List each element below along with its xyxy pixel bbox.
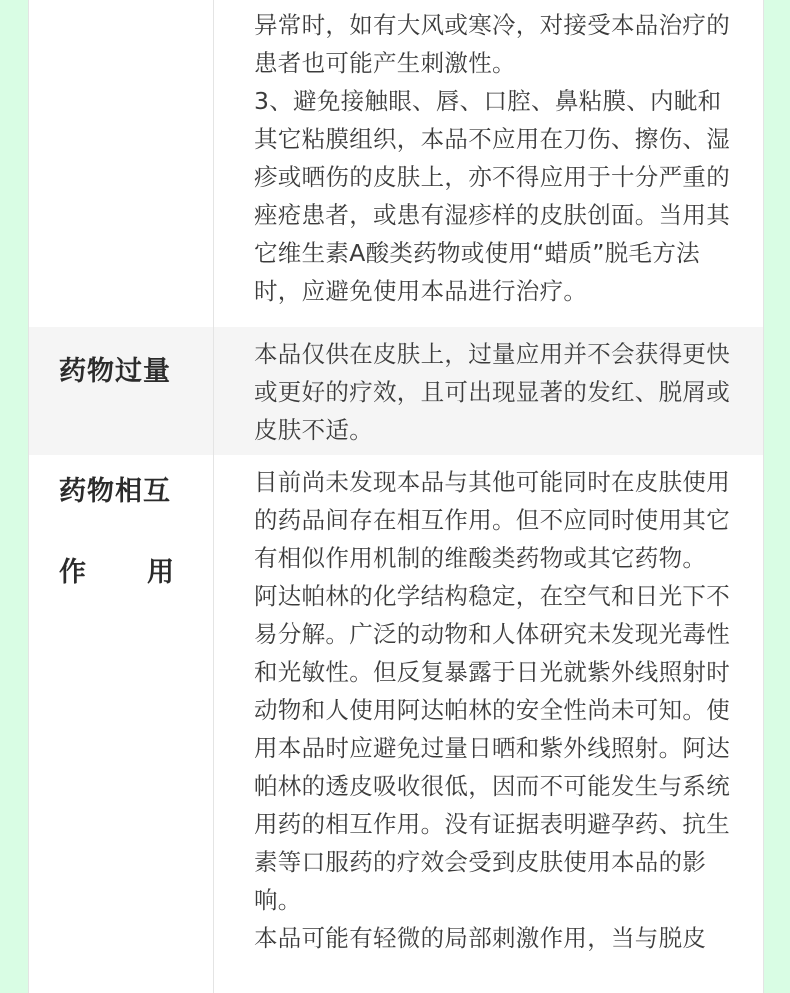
table-row-drug-interactions <box>29 455 763 993</box>
interactions-paragraph-2: 阿达帕林的化学结构稳定，在空气和日光下不易分解。广泛的动物和人体研究未发现光毒性和光敏性。但反复暴露于日光就紫外线照射时动物和人使用阿达帕林的安全性尚未可知。使用本品时应避免过量日晒和紫外线照射。阿达帕林的透皮吸收很低，因而不可能发生与系统用药的相互作用。没有证据表明避孕药、抗生素等口服药的疗效会受到皮肤使用本品的影响。 <box>254 582 730 914</box>
table-row-overdose <box>29 327 763 455</box>
precaution-paragraph-1: 异常时，如有大风或寒冷，对接受本品治疗的患者也可能产生刺激性。 <box>254 11 730 77</box>
interactions-label-char-1: 作 <box>59 557 87 588</box>
row-label-cell <box>29 0 214 327</box>
interactions-label-line1: 药物相互 <box>59 476 171 507</box>
interactions-paragraph-3: 本品可能有轻微的局部刺激作用，当与脱皮 <box>254 924 707 952</box>
row-label-cell <box>29 455 214 993</box>
interactions-label-line2 <box>59 550 175 589</box>
table-row-precautions-continued <box>29 0 763 327</box>
row-label-cell <box>29 327 214 455</box>
overdose-paragraph: 本品仅供在皮肤上，过量应用并不会获得更快或更好的疗效，且可出现显著的发红、脱屑或皮肤不适。 <box>254 340 730 444</box>
instruction-table <box>28 0 764 993</box>
precaution-paragraph-2: 3、避免接触眼、唇、口腔、鼻粘膜、内眦和其它粘膜组织，本品不应用在刀伤、擦伤、湿疹或晒伤的皮肤上，亦不得应用于十分严重的痤疮患者，或患有湿疹样的皮肤创面。当用其它维生素A酸类药物或使用“蜡质”脱毛方法时，应避免使用本品进行治疗。 <box>254 87 730 305</box>
interactions-paragraph-1: 目前尚未发现本品与其他可能同时在皮肤使用的药品间存在相互作用。但不应同时使用其它有相似作用机制的维酸类药物或其它药物。 <box>254 468 730 572</box>
interactions-label-char-2: 用 <box>147 557 175 588</box>
row-content-cell <box>214 327 763 455</box>
row-content-cell <box>214 0 763 327</box>
overdose-label: 药物过量 <box>59 356 171 387</box>
row-content-cell <box>214 455 763 993</box>
